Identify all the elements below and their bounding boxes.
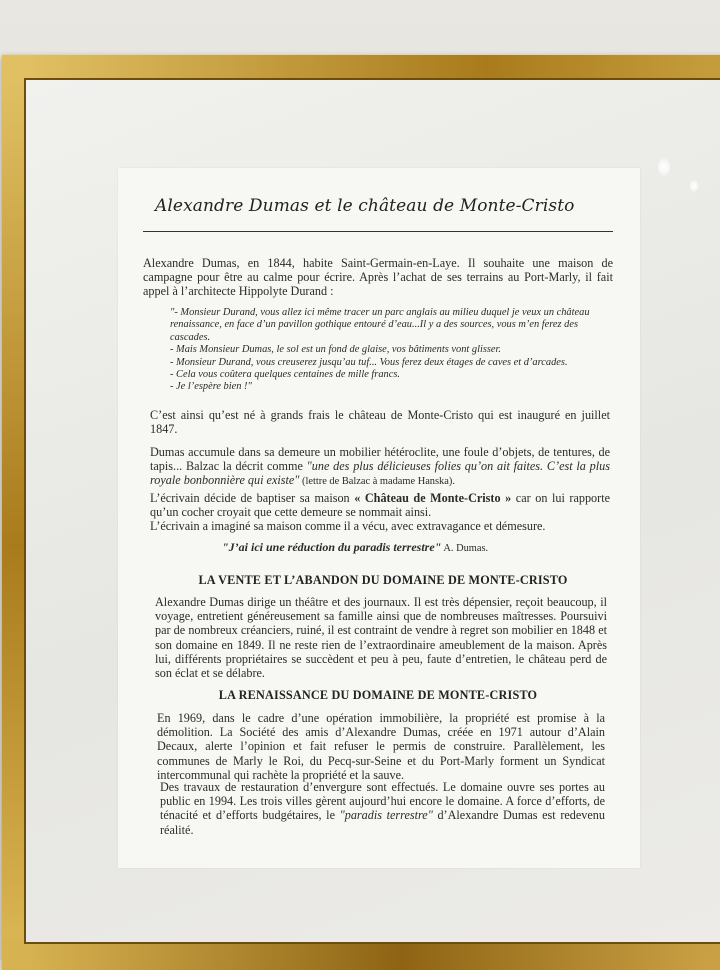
panel-title: Alexandre Dumas et le château de Monte-Cristo [155,196,575,216]
furniture-paragraph [150,445,610,490]
dialogue-quote [170,307,610,394]
dialogue-line: - Mais Monsieur Dumas, le sol est un fond de glaise, vos bâtiments vont glisser. [170,344,502,356]
section-heading-renaissance: LA RENAISSANCE DU DOMAINE DE MONTE-CRISTO [218,688,538,702]
naming-text-after: car on lui rapporte qu’un cocher croyait que cette demeure se nommait ainsi. [150,491,610,520]
chateau-name: « Château de Monte-Cristo » [354,491,512,505]
sale-text: Alexandre Dumas dirige un théâtre et des journaux. Il est très dépensier, reçoit beaucoup, il voyage, entretient généreusement sa famille ainsi que de nombreuses maîtresses. Poursuivi par de nombreux créanciers, ruiné, il est contraint de vendre à regret son mobilier en 1848 et son domaine en 1849. Il ne reste rien de l’extraordinaire ameublement de la maison. Après lui, différents propriétaires se succèdent et peu à peu, faute d’entretien, le château perd de son éclat et se délabre. [155,595,607,681]
naming-text-before: L’écrivain décide de baptiser sa maison [150,491,355,505]
dialogue-line: - Monsieur Durand, vous creuserez jusqu’au tuf... Vous ferez deux étages de caves et d’arcades. [170,356,568,368]
intro-paragraph [143,256,613,299]
section-heading-sale: LA VENTE ET L’ABANDON DU DOMAINE DE MONTE-CRISTO [198,573,568,587]
renaissance-paragraph [157,711,605,782]
paradis-quote: "paradis terrestre" [339,808,433,823]
balzac-quote: "une des plus délicieuses folies qu’on ait faites. C’est la plus royale bonbonnière qui existe" [150,459,610,488]
restoration-text-after: d’Alexandre Dumas est redevenu réalité. [160,808,605,837]
dumas-motto [222,540,622,555]
dialogue-line: - Je l’espère bien !" [170,381,252,393]
renaissance-text: En 1969, dans le cadre d’une opération immobilière, la propriété est promise à la démolition. La Société des amis d’Alexandre Dumas, créée en 1971 autour d’Alain Decaux, alerte l’opinion et fait refuser le permis de construire. Parallèlement, les communes de Marly le Roi, du Pecq-sur-Seine et du Port-Marly forment un Syndicat intercommunal qui rachète la propriété et la sauve. [157,711,605,782]
dialogue-line: "- Monsieur Durand, vous allez ici même tracer un parc anglais au milieu duquel je veux un château renaissance, en face d’un pavillon gothique entouré d’eau...Il y a des sources, vous m’en ferez des cascades. [170,307,590,343]
restoration-paragraph [160,780,605,837]
intro-text: Alexandre Dumas, en 1844, habite Saint-Germain-en-Laye. Il souhaite une maison de campagne pour être au calme pour écrire. Après l’achat de ses terrains au Port-Marly, il fait appel à l’architecte Hippolyte Durand : [143,256,613,299]
motto-quote: "J’ai ici une réduction du paradis terrestre" [222,540,442,554]
inauguration-paragraph [150,408,610,436]
restoration-text-before: Des travaux de restauration d’envergure sont effectués. Le domaine ouvre ses portes au public en 1994. Les trois villes gèrent aujourd’hui encore le domaine. A force d’efforts, de ténacité et d’efforts budgétaires, le [160,780,605,823]
inauguration-text: C’est ainsi qu’est né à grands frais le château de Monte-Cristo qui est inauguré en juillet 1847. [150,408,610,437]
title-underline [143,231,613,232]
furniture-text: Dumas accumule dans sa demeure un mobilier hétéroclite, une foule d’objets, de tentures, de tapis... Balzac la décrit comme [150,445,610,474]
naming-text-line2: L’écrivain a imaginé sa maison comme il a vécu, avec extravagance et démesure. [150,519,546,534]
balzac-source: (lettre de Balzac à madame Hanska). [299,476,455,488]
motto-author: A. Dumas. [441,543,489,554]
sale-paragraph [155,595,607,680]
dialogue-line: - Cela vous coûtera quelques centaines de mille francs. [170,369,400,381]
naming-paragraph [150,491,610,534]
